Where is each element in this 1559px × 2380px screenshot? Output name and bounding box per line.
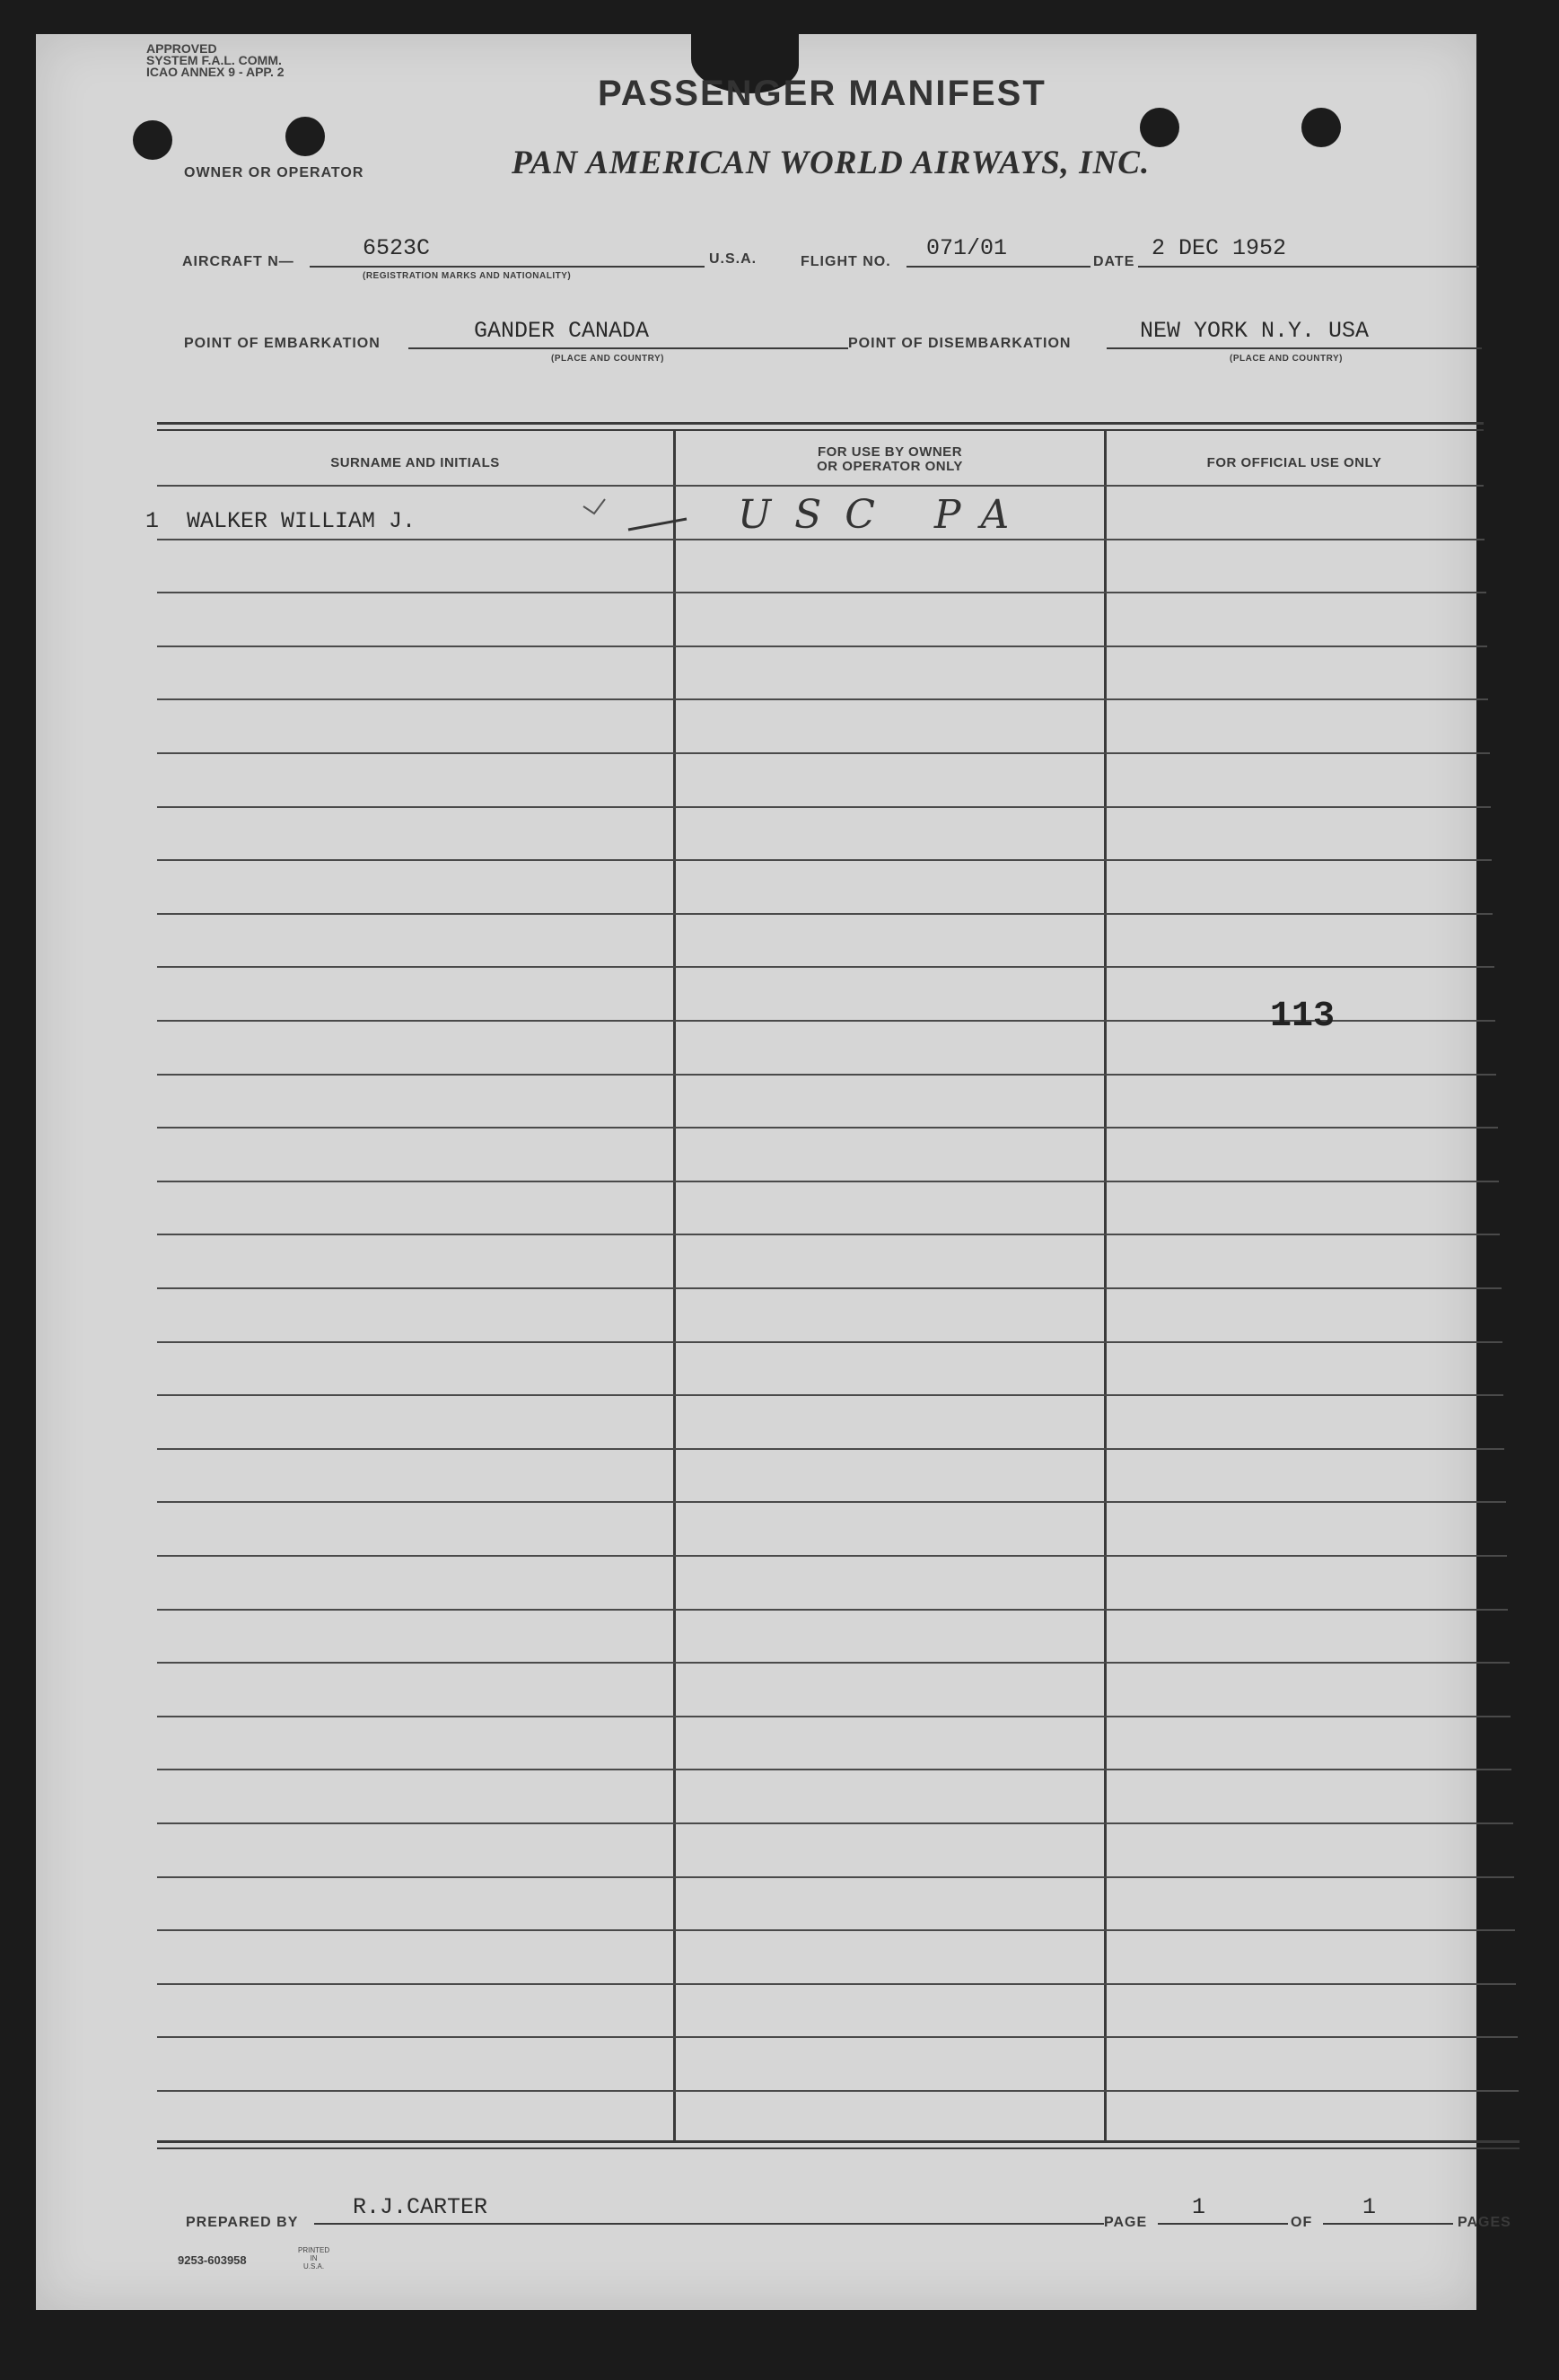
usa-label: U.S.A.: [709, 251, 758, 267]
table-rule-line: [157, 2036, 1518, 2038]
of-line: [1323, 2223, 1453, 2225]
pages-label: PAGES: [1458, 2215, 1511, 2230]
page-value: 1: [1192, 2194, 1206, 2220]
prepared-line: [314, 2223, 1104, 2225]
table-rule-line: [157, 913, 1493, 915]
col-head-surname: SURNAME AND INITIALS: [330, 455, 500, 470]
date-value: 2 DEC 1952: [1152, 235, 1287, 261]
company-name: PAN AMERICAN WORLD AIRWAYS, INC.: [512, 145, 1151, 181]
embark-sub: (PLACE AND COUNTRY): [551, 354, 664, 364]
table-rule-line: [157, 1448, 1504, 1450]
table-rule-line: [157, 485, 1484, 487]
table-bottom-rule: [157, 2140, 1520, 2143]
embark-line: [408, 347, 848, 349]
table-rule-line: [157, 1929, 1515, 1931]
table-rule-line: [157, 1555, 1507, 1557]
check-mark-icon: [574, 494, 691, 539]
form-number: 9253-603958: [178, 2253, 247, 2267]
date-line: [1138, 266, 1479, 268]
column-divider-2: [1104, 431, 1107, 2141]
passenger-name: WALKER WILLIAM J.: [187, 508, 416, 534]
column-divider-1: [673, 431, 676, 2141]
official-number: 113: [1270, 997, 1336, 1037]
table-rule-line: [157, 645, 1487, 647]
passenger-number: 1: [145, 508, 160, 534]
table-rule-line: [157, 1234, 1500, 1235]
table-rule-line: [157, 1983, 1516, 1985]
aircraft-value: 6523C: [363, 235, 431, 261]
col-head-official: FOR OFFICIAL USE ONLY: [1206, 455, 1382, 470]
table-top-rule-2: [157, 429, 1484, 431]
table-rule-line: [157, 1501, 1506, 1503]
table-rule-line: [157, 1287, 1502, 1289]
owner-label: OWNER OR OPERATOR: [184, 165, 364, 180]
aircraft-label: AIRCRAFT N—: [182, 254, 294, 269]
table-rule-line: [157, 698, 1488, 700]
punch-hole-center-right: [1140, 108, 1179, 147]
table-rule-line: [157, 592, 1486, 593]
table-rule-line: [157, 859, 1492, 861]
table-rule-line: [157, 806, 1491, 808]
approved-line: APPROVED: [146, 41, 217, 56]
col-head-owner-use: FOR USE BY OWNER OR OPERATOR ONLY: [817, 444, 963, 474]
of-label: OF: [1291, 2215, 1313, 2230]
table-rule-line: [157, 1341, 1502, 1343]
approval-stamp: [146, 43, 285, 78]
flight-line: [906, 266, 1090, 268]
table-rule-line: [157, 1127, 1498, 1129]
printed-in-usa: PRINTED IN U.S.A.: [298, 2246, 330, 2270]
embark-value: GANDER CANADA: [474, 318, 650, 344]
flight-value: 071/01: [926, 235, 1008, 261]
table-rule-line: [157, 1876, 1514, 1878]
table-rule-line: [157, 1769, 1511, 1770]
approved-line: SYSTEM F.A.L. COMM.: [146, 53, 282, 67]
prepared-label: PREPARED BY: [186, 2215, 299, 2230]
date-label: DATE: [1093, 254, 1135, 269]
table-rule-line: [157, 752, 1490, 754]
flight-label: FLIGHT NO.: [801, 254, 891, 269]
table-rule-line: [157, 966, 1494, 968]
punch-hole-left: [133, 120, 172, 160]
disembark-sub: (PLACE AND COUNTRY): [1230, 354, 1343, 364]
table-top-rule: [157, 422, 1484, 425]
aircraft-sub: (REGISTRATION MARKS AND NATIONALITY): [363, 271, 572, 281]
table-rule-line: [157, 2090, 1519, 2092]
of-value: 1: [1362, 2194, 1377, 2220]
owner-note-handwritten: USC PA: [738, 492, 1033, 538]
table-rule-line: [157, 539, 1485, 540]
punch-hole-center-left: [285, 117, 325, 156]
disembark-line: [1107, 347, 1482, 349]
page-label: PAGE: [1104, 2215, 1148, 2230]
page-line: [1158, 2223, 1288, 2225]
table-rule-line: [157, 1609, 1508, 1611]
table-bottom-rule-2: [157, 2147, 1520, 2149]
table-rule-line: [157, 1822, 1513, 1824]
table-rule-line: [157, 1394, 1503, 1396]
aircraft-line: [310, 266, 705, 268]
form-title: PASSENGER MANIFEST: [598, 74, 1047, 113]
manifest-sheet: [36, 34, 1476, 2310]
table-rule-line: [157, 1181, 1499, 1182]
disembark-value: NEW YORK N.Y. USA: [1140, 318, 1370, 344]
table-rule-line: [157, 1074, 1496, 1076]
embark-label: POINT OF EMBARKATION: [184, 336, 381, 351]
approved-line: ICAO ANNEX 9 - APP. 2: [146, 65, 285, 79]
table-rule-line: [157, 1662, 1510, 1664]
prepared-value: R.J.CARTER: [353, 2194, 488, 2220]
table-rule-line: [157, 1716, 1511, 1717]
punch-hole-right: [1301, 108, 1341, 147]
disembark-label: POINT OF DISEMBARKATION: [848, 336, 1072, 351]
